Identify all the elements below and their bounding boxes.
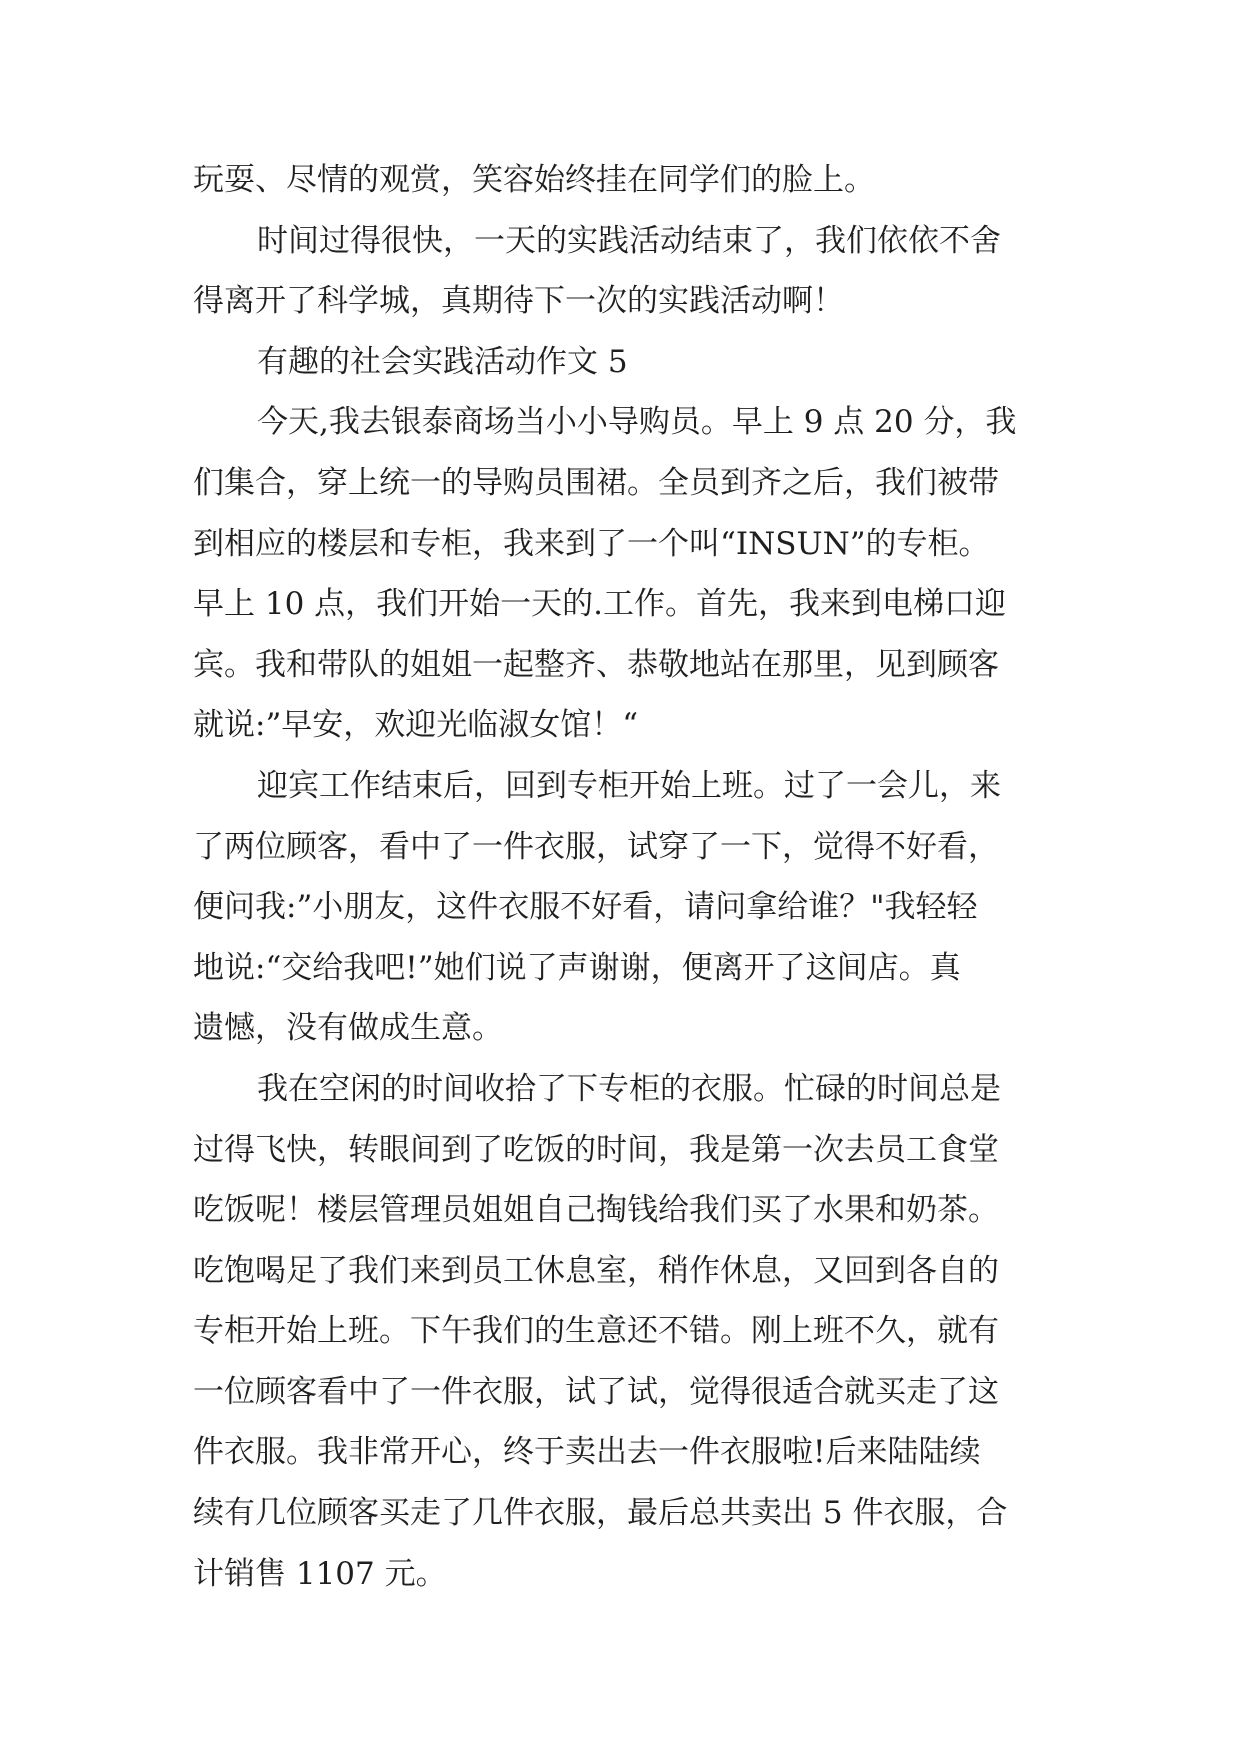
text-line: 便问我:”小朋友，这件衣服不好看，请问拿给谁？"我轻轻 bbox=[193, 889, 978, 926]
text-line: 续有几位顾客买走了几件衣服，最后总共卖出 5 件衣服，合 bbox=[193, 1495, 1008, 1532]
section-heading: 有趣的社会实践活动作文 5 bbox=[257, 343, 628, 380]
text-line: 迎宾工作结束后，回到专柜开始上班。过了一会儿，来 bbox=[257, 767, 1001, 804]
text-line: 玩耍、尽情的观赏，笑容始终挂在同学们的脸上。 bbox=[193, 162, 875, 198]
document-body bbox=[193, 150, 1053, 1604]
text-line: 遗憾，没有做成生意。 bbox=[193, 1010, 503, 1047]
text-line: 吃饭呢！楼层管理员姐姐自己掏钱给我们买了水果和奶茶。 bbox=[193, 1192, 999, 1229]
text-line: 件衣服。我非常开心，终于卖出去一件衣服啦!后来陆陆续 bbox=[193, 1434, 981, 1471]
text-line: 得离开了科学城，真期待下一次的实践活动啊！ bbox=[193, 283, 844, 320]
text-line: 一位顾客看中了一件衣服，试了试，觉得很适合就买走了这 bbox=[193, 1373, 999, 1410]
text-line: 了两位顾客，看中了一件衣服，试穿了一下，觉得不好看， bbox=[193, 828, 999, 865]
text-line: 专柜开始上班。下午我们的生意还不错。刚上班不久，就有 bbox=[193, 1313, 999, 1350]
text-line: 们集合，穿上统一的导购员围裙。全员到齐之后，我们被带 bbox=[193, 464, 999, 501]
text-line: 我在空闲的时间收拾了下专柜的衣服。忙碌的时间总是 bbox=[257, 1070, 1001, 1107]
text-line: 早上 10 点，我们开始一天的.工作。首先，我来到电梯口迎 bbox=[193, 586, 1007, 623]
text-line: 今天,我去银泰商场当小小导购员。早上 9 点 20 分，我 bbox=[257, 404, 1017, 441]
text-line: 就说:”早安，欢迎光临淑女馆！“ bbox=[193, 707, 639, 744]
text-line: 到相应的楼层和专柜，我来到了一个叫“INSUN”的专柜。 bbox=[193, 525, 990, 562]
text-line: 过得飞快，转眼间到了吃饭的时间，我是第一次去员工食堂 bbox=[193, 1131, 999, 1168]
text-line: 时间过得很快，一天的实践活动结束了，我们依依不舍 bbox=[257, 222, 1001, 259]
text-line: 计销售 1107 元。 bbox=[193, 1555, 447, 1592]
text-line: 地说:“交给我吧!”她们说了声谢谢，便离开了这间店。真 bbox=[193, 949, 961, 986]
text-line: 吃饱喝足了我们来到员工休息室，稍作休息，又回到各自的 bbox=[193, 1252, 999, 1289]
text-line: 宾。我和带队的姐姐一起整齐、恭敬地站在那里，见到顾客 bbox=[193, 646, 999, 683]
